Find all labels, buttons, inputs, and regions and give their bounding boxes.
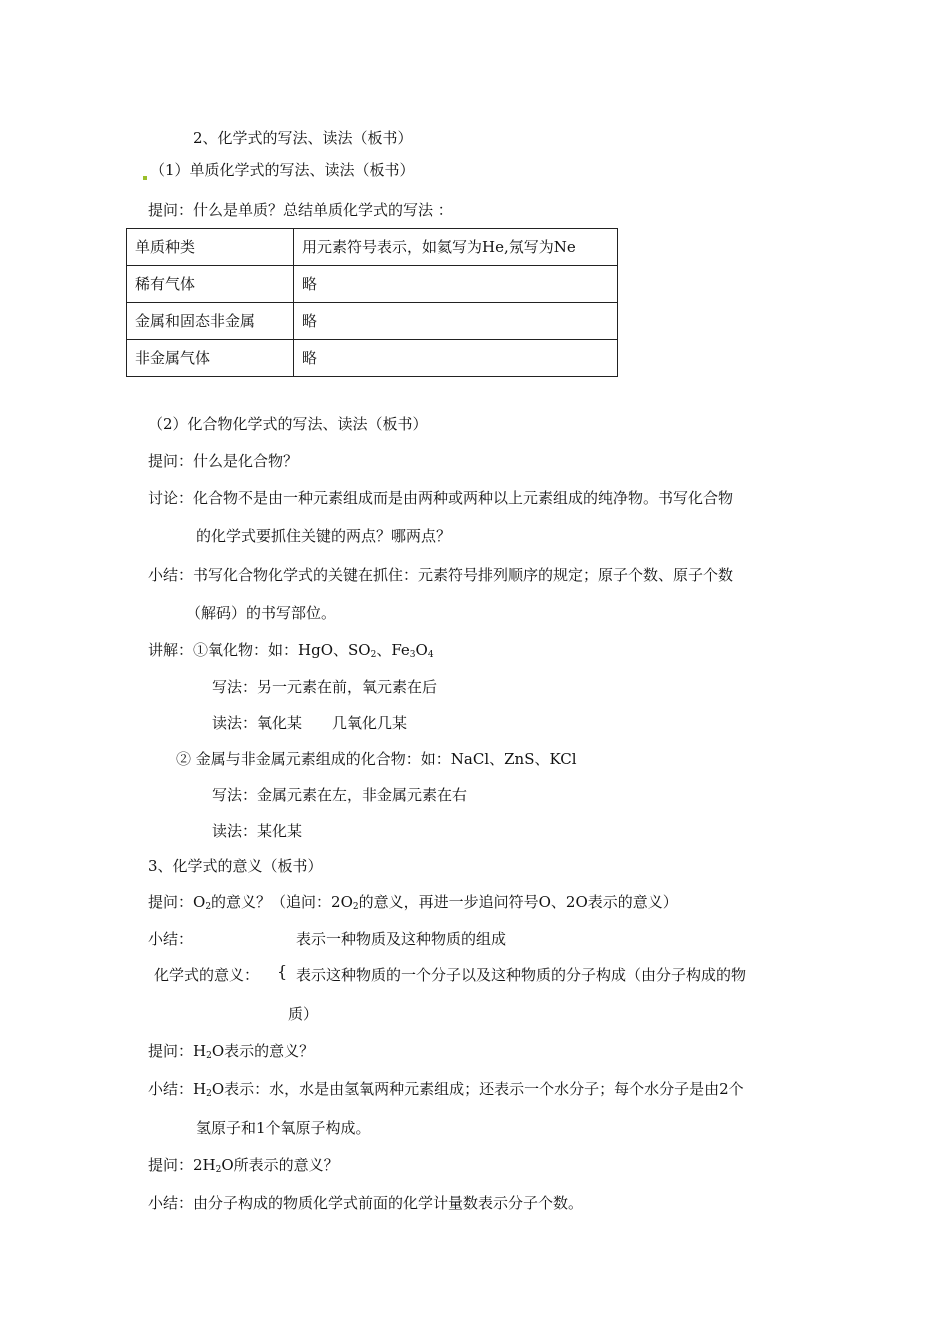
oxide-text: 、Fe [376, 641, 410, 659]
table-cell: 用元素符号表示，如氦写为He,氖写为Ne [294, 229, 618, 266]
table-cell: 稀有气体 [127, 266, 294, 303]
q3-text: 的意义，再进一步追问符号O、2O表示的意义） [358, 893, 678, 911]
discussion-line-2: 的化学式要抓住关键的两点？哪两点？ [196, 527, 452, 545]
q4-text: O表示的意义？ [211, 1042, 315, 1060]
simple-substance-table [126, 228, 618, 377]
meaning-label: 化学式的意义： [154, 966, 260, 984]
summary3-text: O表示：水，水是由氢氧两种元素组成；还表示一个水分子；每个水分子是由2个 [211, 1080, 744, 1098]
table-row [127, 303, 618, 340]
table-cell: 略 [294, 303, 618, 340]
oxide-reading-rule: 读法：氧化某 几氧化几某 [212, 714, 408, 732]
summary-label: 小结： [148, 930, 194, 948]
metal-reading-rule: 读法：某化某 [212, 822, 303, 840]
meaning-line-2: 表示这种物质的一个分子以及这种物质的分子构成（由分子构成的物 [296, 966, 747, 984]
section-2-2-heading: （2）化合物化学式的写法、读法（板书） [148, 415, 428, 433]
table-cell: 略 [294, 266, 618, 303]
question-h2o [148, 1041, 314, 1061]
meaning-line-2-cont: 质） [288, 1005, 319, 1023]
explain-label: 讲解： [148, 641, 194, 659]
question-simple-substance: 提问：什么是单质？总结单质化学式的写法 ： [148, 201, 453, 219]
summary-h2o-line-1 [148, 1079, 744, 1099]
explain-oxide [148, 640, 434, 660]
section-2-1-text: （1）单质化学式的写法、读法（板书） [150, 161, 415, 179]
question-o2 [148, 892, 678, 912]
subscript: 2 [215, 1165, 222, 1175]
oxide-text: O [415, 641, 428, 659]
marker-dot [143, 176, 147, 180]
summary-line-2: （解码）的书写部位。 [186, 604, 337, 622]
subscript: 2 [370, 650, 377, 660]
table-row [127, 229, 618, 266]
oxide-writing-rule: 写法：另一元素在前，氧元素在后 [212, 678, 438, 696]
summary-h2o-line-2: 氢原子和1个氧原子构成。 [196, 1119, 371, 1137]
explain-metal-nonmetal: ② 金属与非金属元素组成的化合物：如：NaCl、ZnS、KCl [176, 750, 577, 768]
meaning-line-1: 表示一种物质及这种物质的组成 [296, 930, 507, 948]
discussion-line-1: 讨论：化合物不是由一种元素组成而是由两种或两种以上元素组成的纯净物。书写化合物 [148, 489, 734, 507]
q5-text: 提问：2H [148, 1156, 216, 1174]
subscript: 2 [352, 902, 359, 912]
q3-text: 的意义？（追问：2O [211, 893, 353, 911]
table-cell: 金属和固态非金属 [127, 303, 294, 340]
table-row [127, 340, 618, 377]
question-compound: 提问：什么是化合物？ [148, 452, 299, 470]
oxide-text: ①氧化物：如：HgO、SO [193, 641, 371, 659]
section-2-heading: 2、化学式的写法、读法（板书） [193, 129, 413, 147]
table-cell: 略 [294, 340, 618, 377]
section-3-heading: 3、化学式的意义（板书） [148, 857, 323, 875]
q4-text: 提问：H [148, 1042, 207, 1060]
subscript: 2 [205, 902, 212, 912]
table-row [127, 266, 618, 303]
subscript: 2 [206, 1089, 212, 1099]
subscript: 2 [206, 1051, 212, 1061]
metal-writing-rule: 写法：金属元素在左，非金属元素在右 [212, 786, 468, 804]
q3-text: 提问：O [148, 893, 206, 911]
table-cell: 单质种类 [127, 229, 294, 266]
table-cell: 非金属气体 [127, 340, 294, 377]
subscript: 4 [427, 650, 434, 660]
section-2-1-heading [143, 160, 415, 180]
q5-text: O所表示的意义？ [221, 1156, 339, 1174]
summary-coefficient: 小结：由分子构成的物质化学式前面的化学计量数表示分子个数。 [148, 1194, 584, 1212]
summary3-text: 小结：H [148, 1080, 207, 1098]
brace: { [277, 962, 288, 981]
subscript: 3 [409, 650, 416, 660]
summary-line-1: 小结：书写化合物化学式的关键在抓住：元素符号排列顺序的规定；原子个数、原子个数 [148, 566, 734, 584]
question-2h2o [148, 1155, 339, 1175]
